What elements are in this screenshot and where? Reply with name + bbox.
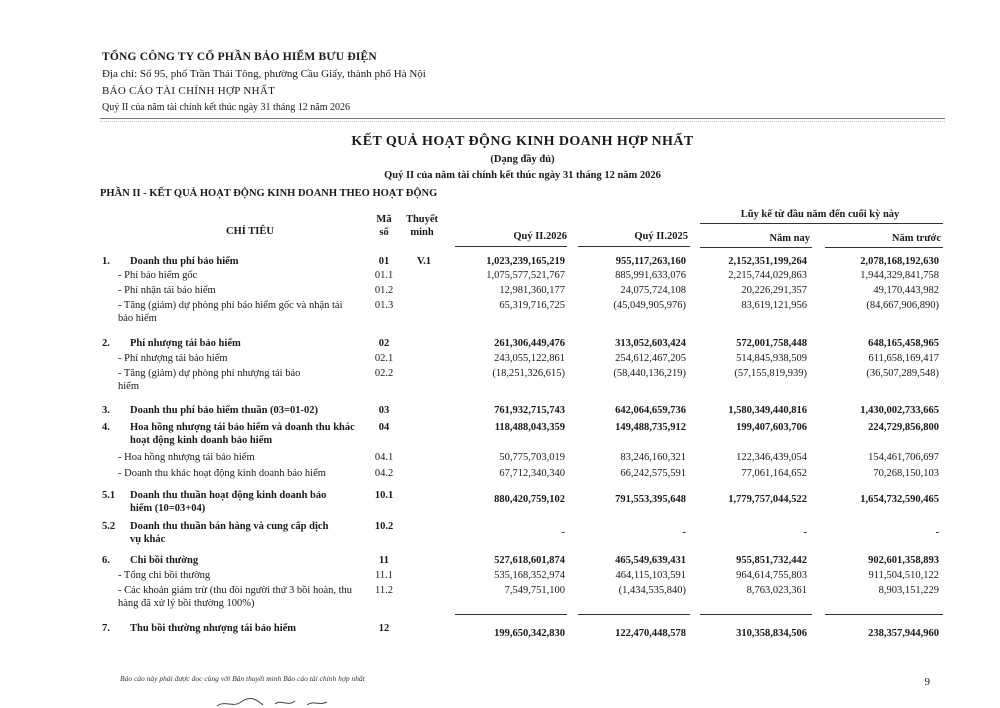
row-label: Doanh thu thuần bán hàng và cung cấp dịch vụ khác <box>130 521 329 545</box>
row-label: Thu bồi thường nhượng tái bảo hiểm <box>130 623 297 634</box>
cell-ytd-current: - <box>803 527 807 538</box>
row-code: 01 <box>378 256 390 267</box>
row-label: - Tổng chi bồi thường <box>118 570 211 581</box>
row-code: 10.1 <box>374 490 394 501</box>
row-label: - Các khoản giảm trừ (thu đòi người thứ 3 bồi hoàn, thu hàng đã xử lý bồi thường 100%) <box>118 585 353 609</box>
header-rule-q-prior <box>578 246 690 247</box>
cell-q-current: 243,055,122,861 <box>494 353 565 364</box>
row-note: V.1 <box>416 256 432 267</box>
signature-scribble-icon <box>215 696 335 708</box>
row-label: - Hoa hồng nhượng tái bảo hiểm <box>118 452 255 463</box>
cell-ytd-prior: 902,601,358,893 <box>868 555 939 566</box>
cell-q-current: 527,618,601,874 <box>494 555 565 566</box>
row-number: 1. <box>102 256 110 267</box>
row-number: 6. <box>102 555 110 566</box>
subtotal-rule-ytd-prior <box>825 614 943 615</box>
cell-ytd-prior: 648,165,458,965 <box>868 338 939 349</box>
report-title: KẾT QUẢ HOẠT ĐỘNG KINH DOANH HỢP NHẤT <box>351 134 694 149</box>
row-number: 3. <box>102 405 110 416</box>
cell-ytd-prior: 1,944,329,841,758 <box>860 270 939 281</box>
subtotal-rule-q-prior <box>578 614 690 615</box>
cell-ytd-prior: 8,903,151,229 <box>878 585 939 596</box>
cell-q-prior: 24,075,724,108 <box>620 285 686 296</box>
header-rule-cumulative <box>700 223 943 224</box>
cell-ytd-current: 310,358,834,506 <box>736 628 807 639</box>
col-ytd-prior: Năm trước <box>891 233 941 244</box>
cell-q-current: (18,251,326,615) <box>492 368 565 379</box>
cell-q-current: 65,319,716,725 <box>499 300 565 311</box>
row-label: - Phí nhận tái bảo hiểm <box>118 285 216 296</box>
header-rule-ytd-prior <box>825 247 943 248</box>
col-note-line1: Thuyết <box>405 214 439 225</box>
cell-ytd-prior: 611,658,169,417 <box>868 353 939 364</box>
cell-q-prior: 313,052,603,424 <box>615 338 686 349</box>
cell-ytd-prior: 1,654,732,590,465 <box>860 494 939 505</box>
cell-ytd-prior: 70,268,150,103 <box>873 468 939 479</box>
cell-ytd-prior: (84,667,906,890) <box>866 300 939 311</box>
cell-ytd-prior: 1,430,002,733,665 <box>860 405 939 416</box>
report-subtitle: Quý II của năm tài chính kết thúc ngày 31 tháng 12 năm 2026 <box>384 170 661 181</box>
cell-q-prior: 83,246,160,321 <box>620 452 686 463</box>
cell-ytd-prior: 154,461,706,697 <box>868 452 939 463</box>
cell-q-current: 67,712,340,340 <box>499 468 565 479</box>
cell-q-current: 7,549,751,100 <box>504 585 565 596</box>
row-number: 7. <box>102 623 110 634</box>
cell-q-prior: 149,488,735,912 <box>615 422 686 433</box>
footer-note: Báo cáo này phải được đọc cùng với Bản thuyết minh Báo cáo tài chính hợp nhất <box>120 674 365 683</box>
subtotal-rule-q-current <box>455 614 567 615</box>
row-number: 5.1 <box>102 490 116 501</box>
cell-q-prior: (58,440,136,219) <box>613 368 686 379</box>
header-divider-dotted <box>100 121 945 122</box>
row-label: - Tăng (giảm) dự phòng phí bảo hiểm gốc và nhận tái bảo hiểm <box>118 300 343 324</box>
row-number: 2. <box>102 338 110 349</box>
cell-ytd-prior: 238,357,944,960 <box>868 628 939 639</box>
cell-ytd-prior: (36,507,289,548) <box>866 368 939 379</box>
col-q-prior: Quý II.2025 <box>634 231 688 242</box>
report-form: (Dạng đầy đủ) <box>490 154 555 165</box>
row-code: 04.2 <box>374 468 394 479</box>
col-code-line2: số <box>379 227 389 238</box>
col-ytd-current: Năm nay <box>769 233 810 244</box>
cell-ytd-current: 122,346,439,054 <box>736 452 807 463</box>
company-address: Địa chỉ: Số 95, phố Trần Thái Tông, phường Cầu Giấy, thành phố Hà Nội <box>102 68 426 80</box>
row-code: 01.1 <box>374 270 394 281</box>
company-name: TỔNG CÔNG TY CỔ PHẦN BẢO HIỂM BƯU ĐIỆN <box>102 51 377 63</box>
cell-q-prior: 254,612,467,205 <box>615 353 686 364</box>
row-label: Chi bồi thường <box>130 555 199 566</box>
cell-ytd-prior: - <box>935 527 939 538</box>
cell-ytd-current: 199,407,603,706 <box>736 422 807 433</box>
cell-ytd-current: 2,215,744,029,863 <box>728 270 807 281</box>
row-code: 02.2 <box>374 368 394 379</box>
row-label: Doanh thu thuần hoạt động kinh doanh bảo hiểm (10=03+04) <box>130 490 327 514</box>
cell-q-prior: 465,549,639,431 <box>615 555 686 566</box>
row-label: Hoa hồng nhượng tái bảo hiểm và doanh thu khác hoạt động kinh doanh bảo hiểm <box>130 422 355 446</box>
cell-ytd-current: (57,155,819,939) <box>734 368 807 379</box>
cell-ytd-prior: 2,078,168,192,630 <box>860 256 939 267</box>
cell-q-current: 261,306,449,476 <box>494 338 565 349</box>
page-number: 9 <box>924 676 930 688</box>
cell-q-prior: - <box>682 527 686 538</box>
cell-q-current: 12,981,360,177 <box>499 285 565 296</box>
cell-q-prior: 122,470,448,578 <box>615 628 686 639</box>
cell-ytd-current: 955,851,732,442 <box>736 555 807 566</box>
subtotal-rule-ytd-current <box>700 614 812 615</box>
cell-q-current: 1,075,577,521,767 <box>486 270 565 281</box>
row-code: 11.2 <box>375 585 393 596</box>
row-code: 01.3 <box>374 300 394 311</box>
cell-ytd-current: 1,779,757,044,522 <box>728 494 807 505</box>
cell-ytd-current: 77,061,164,652 <box>741 468 807 479</box>
row-code: 01.2 <box>374 285 394 296</box>
cell-q-prior: (45,049,905,976) <box>613 300 686 311</box>
cell-q-current: 199,650,342,830 <box>494 628 565 639</box>
row-number: 4. <box>102 422 110 433</box>
row-code: 02 <box>378 338 390 349</box>
report-type: BÁO CÁO TÀI CHÍNH HỢP NHẤT <box>102 85 276 97</box>
row-code: 10.2 <box>374 521 394 532</box>
col-cumulative: Lũy kế từ đầu năm đến cuối kỳ này <box>740 209 900 220</box>
cell-ytd-prior: 224,729,856,800 <box>868 422 939 433</box>
row-code: 04.1 <box>374 452 394 463</box>
col-code-line1: Mã <box>376 214 392 225</box>
cell-q-current: - <box>561 527 565 538</box>
cell-q-current: 761,932,715,743 <box>494 405 565 416</box>
cell-ytd-prior: 911,504,510,122 <box>868 570 939 581</box>
col-q-current: Quý II.2026 <box>513 231 567 242</box>
cell-q-current: 535,168,352,974 <box>494 570 565 581</box>
cell-q-current: 50,775,703,019 <box>499 452 565 463</box>
header-rule-ytd-current <box>700 247 812 248</box>
row-label: Doanh thu phí bảo hiểm <box>130 256 239 267</box>
row-label: - Doanh thu khác hoạt động kinh doanh bảo hiểm <box>118 468 326 479</box>
cell-ytd-prior: 49,170,443,982 <box>873 285 939 296</box>
header-divider <box>100 118 945 119</box>
row-code: 04 <box>378 422 390 433</box>
row-code: 11 <box>379 555 389 566</box>
cell-q-prior: 642,064,659,736 <box>615 405 686 416</box>
cell-ytd-current: 1,580,349,440,816 <box>728 405 807 416</box>
row-label: - Phí bảo hiểm gốc <box>118 270 198 281</box>
cell-q-prior: 885,991,633,076 <box>615 270 686 281</box>
cell-q-prior: 955,117,263,160 <box>615 256 686 267</box>
row-code: 02.1 <box>374 353 394 364</box>
cell-q-current: 880,420,759,102 <box>494 494 565 505</box>
row-label: Phí nhượng tái bảo hiểm <box>130 338 241 349</box>
row-label: - Tăng (giảm) dự phòng phí nhượng tái bảo hiểm <box>118 368 301 392</box>
col-note-line2: minh <box>410 227 434 238</box>
cell-q-prior: (1,434,535,840) <box>618 585 686 596</box>
cell-q-prior: 464,115,103,591 <box>615 570 686 581</box>
cell-q-current: 118,488,043,359 <box>494 422 565 433</box>
cell-ytd-current: 8,763,023,361 <box>746 585 807 596</box>
cell-ytd-current: 964,614,755,803 <box>736 570 807 581</box>
row-code: 12 <box>378 623 390 634</box>
section-heading: PHẦN II - KẾT QUẢ HOẠT ĐỘNG KINH DOANH THEO HOẠT ĐỘNG <box>100 188 438 199</box>
cell-q-prior: 791,553,395,648 <box>615 494 686 505</box>
report-period: Quý II của năm tài chính kết thúc ngày 31 tháng 12 năm 2026 <box>102 102 350 113</box>
row-label: - Phí nhượng tái bảo hiểm <box>118 353 228 364</box>
cell-ytd-current: 83,619,121,956 <box>741 300 807 311</box>
cell-ytd-current: 514,845,938,509 <box>736 353 807 364</box>
cell-q-current: 1,023,239,165,219 <box>486 256 565 267</box>
row-label: Doanh thu phí bảo hiểm thuần (03=01-02) <box>130 405 319 416</box>
col-indicator: CHỈ TIÊU <box>226 226 274 237</box>
cell-ytd-current: 572,001,758,448 <box>736 338 807 349</box>
row-code: 03 <box>378 405 390 416</box>
row-code: 11.1 <box>375 570 393 581</box>
header-rule-q-current <box>455 246 567 247</box>
cell-ytd-current: 20,226,291,357 <box>741 285 807 296</box>
cell-ytd-current: 2,152,351,199,264 <box>728 256 807 267</box>
cell-q-prior: 66,242,575,591 <box>620 468 686 479</box>
row-number: 5.2 <box>102 521 116 532</box>
